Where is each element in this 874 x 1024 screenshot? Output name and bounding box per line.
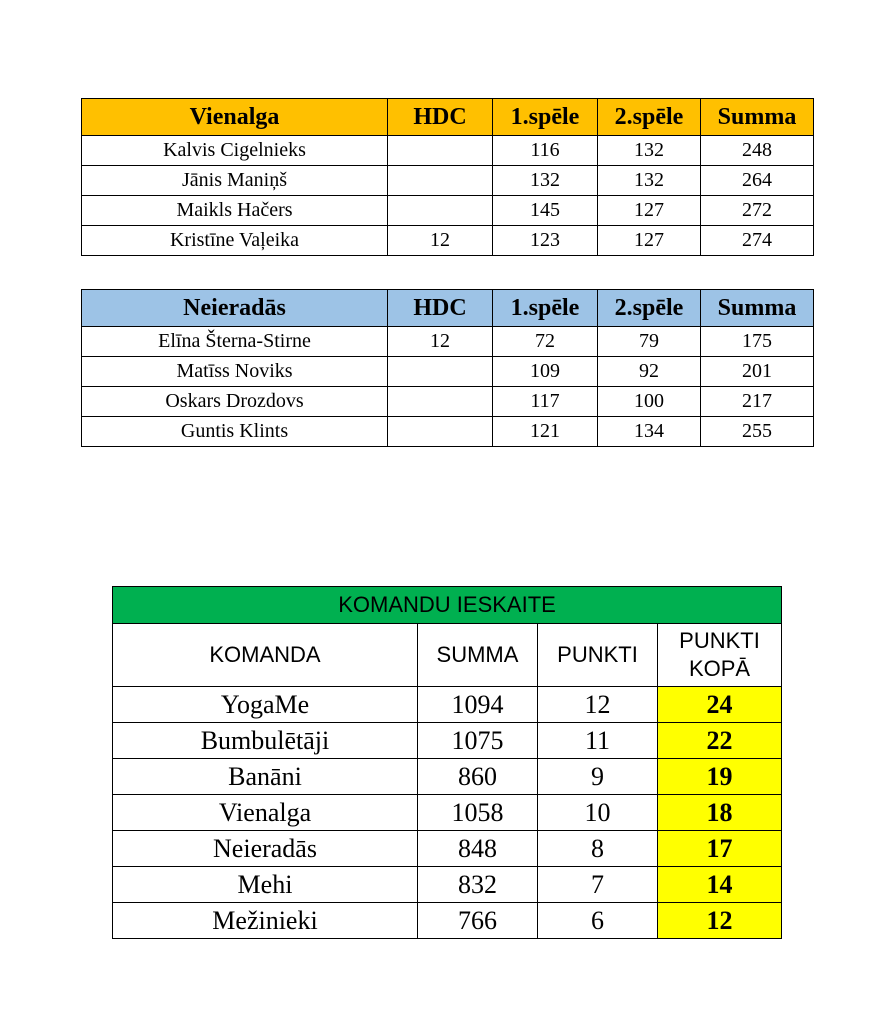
table-row <box>82 226 814 256</box>
table-row <box>113 723 782 759</box>
team-name: Mežinieki <box>113 903 418 939</box>
team-total-points: 22 <box>658 723 782 759</box>
team-sum: 766 <box>418 903 538 939</box>
player-hdc: 12 <box>388 226 493 256</box>
hdc-header: HDC <box>388 290 493 327</box>
table-row <box>82 387 814 417</box>
player-name: Jānis Maniņš <box>82 166 388 196</box>
total-points-header-line2: KOPĀ <box>688 656 751 681</box>
team-points: 8 <box>538 831 658 867</box>
game1-header: 1.spēle <box>493 99 598 136</box>
team-total-points: 24 <box>658 687 782 723</box>
player-hdc: 12 <box>388 327 493 357</box>
player-game2: 134 <box>598 417 701 447</box>
player-sum: 255 <box>701 417 814 447</box>
table-row <box>82 166 814 196</box>
table-row <box>113 831 782 867</box>
team-total-points: 12 <box>658 903 782 939</box>
player-game2: 127 <box>598 196 701 226</box>
team-name: Vienalga <box>113 795 418 831</box>
team-total-points: 19 <box>658 759 782 795</box>
player-game2: 79 <box>598 327 701 357</box>
player-hdc <box>388 387 493 417</box>
team-name: Mehi <box>113 867 418 903</box>
table-row <box>82 357 814 387</box>
points-column-header: PUNKTI <box>538 624 658 687</box>
player-hdc <box>388 196 493 226</box>
team-name-header: Vienalga <box>82 99 388 136</box>
player-game1: 132 <box>493 166 598 196</box>
player-game2: 127 <box>598 226 701 256</box>
standings-title-row <box>113 587 782 624</box>
player-name: Oskars Drozdovs <box>82 387 388 417</box>
player-sum: 272 <box>701 196 814 226</box>
game2-header: 2.spēle <box>598 99 701 136</box>
team-points: 10 <box>538 795 658 831</box>
team-name: Bumbulētāji <box>113 723 418 759</box>
team-points: 7 <box>538 867 658 903</box>
game1-header: 1.spēle <box>493 290 598 327</box>
team-name: Neieradās <box>113 831 418 867</box>
hdc-header: HDC <box>388 99 493 136</box>
team-points: 9 <box>538 759 658 795</box>
team-table-neieradas <box>81 289 814 447</box>
table-row <box>113 795 782 831</box>
standings-header-row <box>113 624 782 687</box>
sum-header: Summa <box>701 290 814 327</box>
player-hdc <box>388 357 493 387</box>
player-name: Maikls Hačers <box>82 196 388 226</box>
team-sum: 1094 <box>418 687 538 723</box>
game2-header: 2.spēle <box>598 290 701 327</box>
player-game2: 100 <box>598 387 701 417</box>
team-sum: 1075 <box>418 723 538 759</box>
player-game1: 145 <box>493 196 598 226</box>
player-game2: 92 <box>598 357 701 387</box>
team-points: 11 <box>538 723 658 759</box>
team-total-points: 14 <box>658 867 782 903</box>
player-name: Elīna Šterna-Stirne <box>82 327 388 357</box>
player-name: Kristīne Vaļeika <box>82 226 388 256</box>
team-sum: 848 <box>418 831 538 867</box>
player-game1: 109 <box>493 357 598 387</box>
player-sum: 201 <box>701 357 814 387</box>
team-table-vienalga <box>81 98 814 256</box>
player-name: Matīss Noviks <box>82 357 388 387</box>
player-hdc <box>388 166 493 196</box>
total-points-header-line1: PUNKTI <box>679 628 760 653</box>
standings-table <box>112 586 782 939</box>
player-sum: 248 <box>701 136 814 166</box>
table-row <box>82 196 814 226</box>
team-name: YogaMe <box>113 687 418 723</box>
team-name-header: Neieradās <box>82 290 388 327</box>
sum-header: Summa <box>701 99 814 136</box>
player-game1: 117 <box>493 387 598 417</box>
team-column-header: KOMANDA <box>113 624 418 687</box>
player-name: Kalvis Cigelnieks <box>82 136 388 166</box>
player-game1: 121 <box>493 417 598 447</box>
player-hdc <box>388 417 493 447</box>
player-game2: 132 <box>598 166 701 196</box>
standings-title: KOMANDU IESKAITE <box>113 587 782 624</box>
team-total-points: 18 <box>658 795 782 831</box>
player-sum: 175 <box>701 327 814 357</box>
player-game1: 116 <box>493 136 598 166</box>
total-points-column-header <box>658 624 782 687</box>
table-row <box>113 903 782 939</box>
table-row <box>113 867 782 903</box>
team-sum: 860 <box>418 759 538 795</box>
team-points: 6 <box>538 903 658 939</box>
table-row <box>113 759 782 795</box>
team-table-header <box>82 290 814 327</box>
team-points: 12 <box>538 687 658 723</box>
team-name: Banāni <box>113 759 418 795</box>
team-table-header <box>82 99 814 136</box>
team-sum: 1058 <box>418 795 538 831</box>
player-game1: 72 <box>493 327 598 357</box>
player-sum: 274 <box>701 226 814 256</box>
sum-column-header: SUMMA <box>418 624 538 687</box>
table-row <box>113 687 782 723</box>
team-sum: 832 <box>418 867 538 903</box>
player-hdc <box>388 136 493 166</box>
player-name: Guntis Klints <box>82 417 388 447</box>
table-row <box>82 417 814 447</box>
player-sum: 264 <box>701 166 814 196</box>
team-total-points: 17 <box>658 831 782 867</box>
player-sum: 217 <box>701 387 814 417</box>
table-row <box>82 136 814 166</box>
table-row <box>82 327 814 357</box>
player-game2: 132 <box>598 136 701 166</box>
player-game1: 123 <box>493 226 598 256</box>
